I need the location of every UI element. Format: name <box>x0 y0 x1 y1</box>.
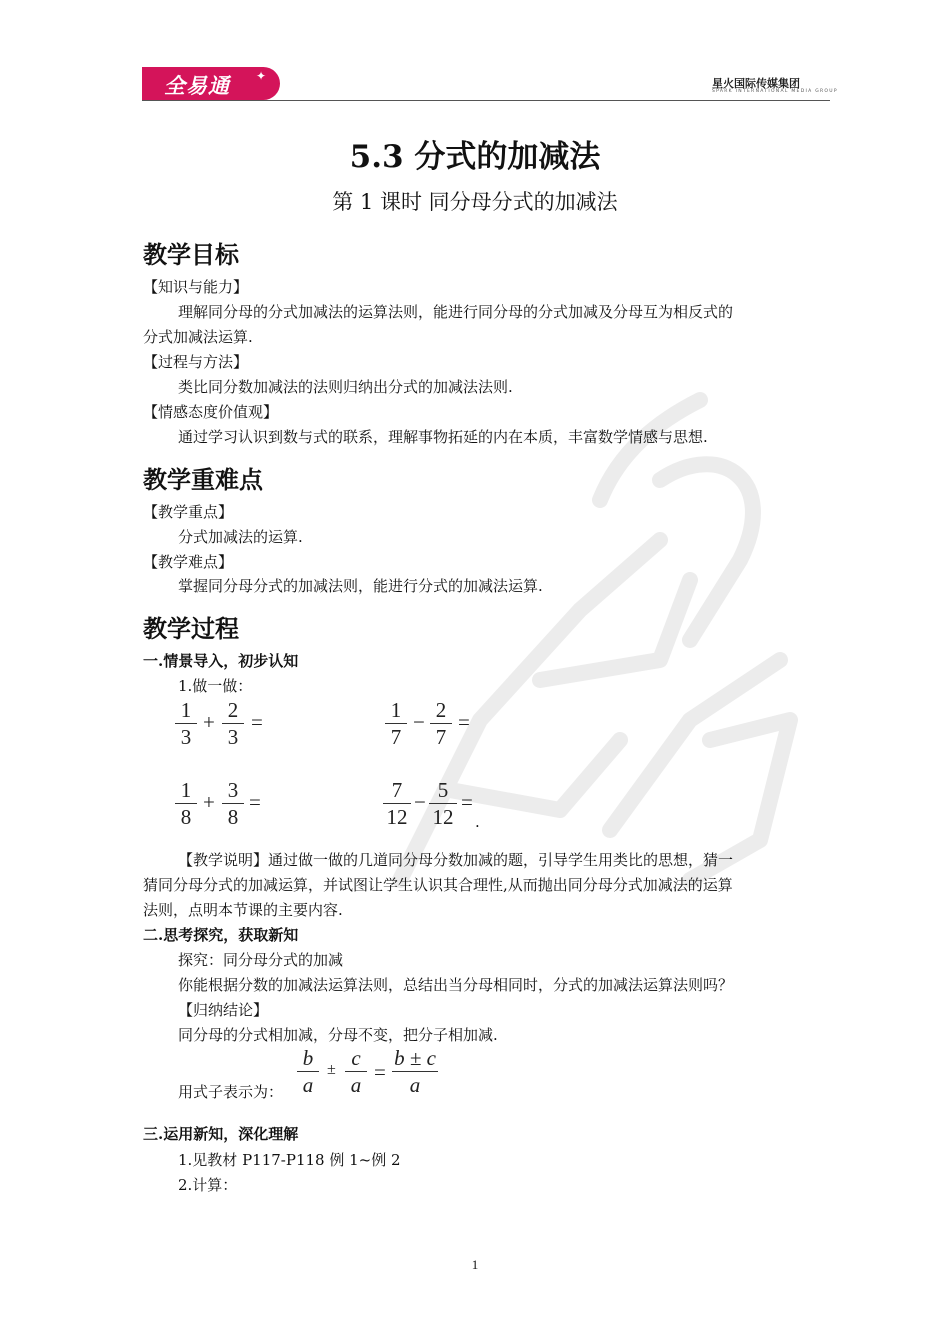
paragraph: 分式加减法的运算. <box>178 528 303 546</box>
label-focus: 【教学重点】 <box>143 503 234 521</box>
paragraph: 法则，点明本节课的主要内容. <box>143 901 343 919</box>
label-difficulty: 【教学难点】 <box>143 553 234 571</box>
paragraph: 你能根据分数的加减法运算法则，总结出当分母相同时，分式的加减法运算法则吗？ <box>178 976 734 994</box>
list-item: 2.计算： <box>178 1176 238 1194</box>
step-title: 三.运用新知，深化理解 <box>143 1125 299 1143</box>
section-heading-goals: 教学目标 <box>143 240 239 269</box>
paragraph: 探究：同分母分式的加减 <box>178 951 344 969</box>
paragraph: 类比同分数加减法的法则归纳出分式的加减法法则. <box>178 378 513 396</box>
label-process: 【过程与方法】 <box>143 353 249 371</box>
equals-sign: = <box>374 1060 386 1084</box>
operator: − <box>414 790 426 814</box>
fraction: c a <box>345 1046 367 1097</box>
paragraph: 分式加减法运算. <box>143 328 253 346</box>
list-item: 1.做一做： <box>178 677 253 695</box>
section-heading-keypoints: 教学重难点 <box>143 465 263 494</box>
operator: − <box>413 710 425 734</box>
paragraph: 掌握同分母分式的加减法则，能进行分式的加减法运算. <box>178 577 543 595</box>
paragraph: 同分母的分式相加减，分母不变，把分子相加减. <box>178 1026 498 1044</box>
trailing-period: . <box>475 813 480 831</box>
label-emotion: 【情感态度价值观】 <box>143 403 279 421</box>
step-title: 一.情景导入，初步认知 <box>143 652 299 670</box>
section-heading-process: 教学过程 <box>143 614 239 643</box>
fraction: b ± c a <box>392 1046 438 1097</box>
logo <box>142 67 280 100</box>
paragraph: 猜同分母分式的加减运算，并试图让学生认识其合理性,从而抛出同分母分式加减法的运算 <box>143 876 733 894</box>
page-number: 1 <box>471 1257 479 1272</box>
header-divider <box>142 100 830 101</box>
formula-prefix: 用式子表示为： <box>178 1083 284 1101</box>
fraction: 7 12 <box>383 778 411 829</box>
logo-text: 全易通 <box>164 74 230 98</box>
brand-name-en: SPARK INTERNATIONAL MEDIA GROUP <box>712 89 838 94</box>
page-subtitle: 第 1 课时 同分母分式的加减法 <box>332 190 618 214</box>
fraction: 1 3 <box>175 698 197 749</box>
operator: + <box>203 790 215 814</box>
fraction: b a <box>297 1046 319 1097</box>
fraction: 3 8 <box>222 778 244 829</box>
paragraph: 通过学习认识到数与式的联系，理解事物拓延的内在本质，丰富数学情感与思想. <box>178 428 708 446</box>
paragraph: 【教学说明】通过做一做的几道同分母分数加减的题，引导学生用类比的思想，猜一 <box>178 851 734 869</box>
fraction: 2 7 <box>430 698 452 749</box>
label-conclusion: 【归纳结论】 <box>178 1001 269 1019</box>
operator: + <box>203 710 215 734</box>
star-icon: ✦ <box>256 69 267 83</box>
fraction: 1 8 <box>175 778 197 829</box>
step-title: 二.思考探究，获取新知 <box>143 926 299 944</box>
paragraph: 理解同分母的分式加减法的运算法则，能进行同分母的分式加减及分母互为相反式的 <box>178 303 734 321</box>
brand-name: 星火国际传媒集团 <box>712 77 800 90</box>
fraction: 1 7 <box>385 698 407 749</box>
equals-sign: = <box>461 790 473 814</box>
equals-sign: = <box>249 790 261 814</box>
operator: ± <box>327 1061 336 1078</box>
page-title: 5.3 分式的加减法 <box>349 139 601 175</box>
list-item: 1.见教材 P117-P118 例 1~例 2 <box>178 1151 401 1169</box>
label-knowledge: 【知识与能力】 <box>143 278 249 296</box>
equals-sign: = <box>251 710 263 734</box>
fraction: 5 12 <box>429 778 457 829</box>
fraction: 2 3 <box>222 698 244 749</box>
equals-sign: = <box>458 710 470 734</box>
